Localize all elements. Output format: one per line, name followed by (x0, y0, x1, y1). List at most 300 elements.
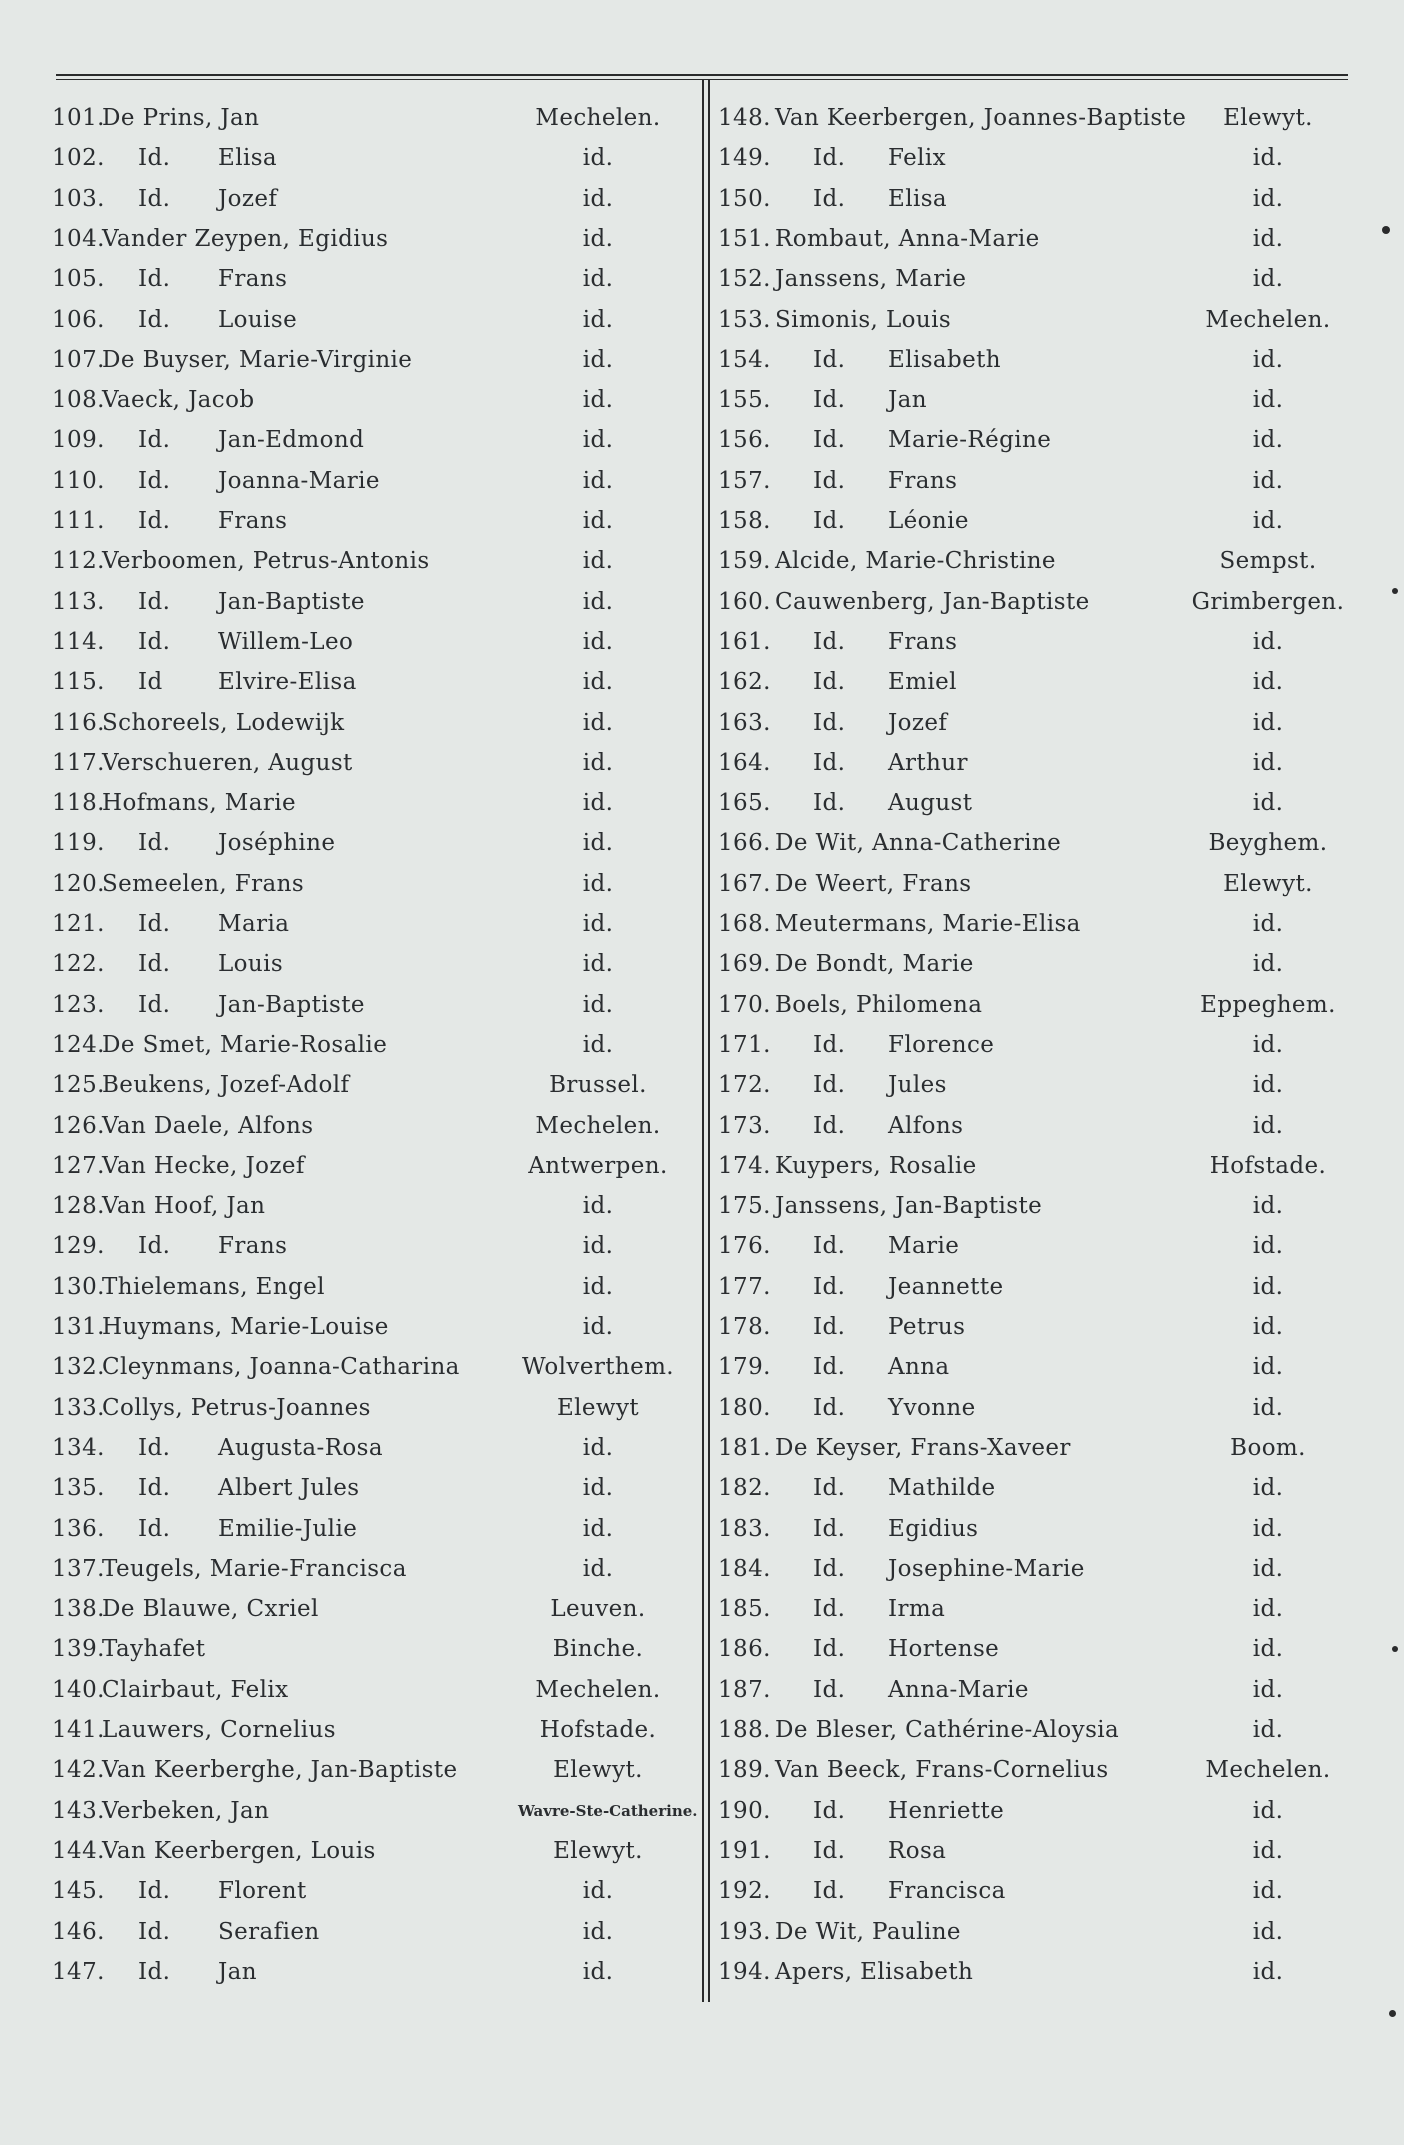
list-item (718, 946, 1356, 982)
column-divider-second (708, 80, 710, 2002)
entry-place: id. (582, 1434, 614, 1461)
list-item (718, 866, 1356, 902)
entry-given-name: Florent (218, 1878, 307, 1905)
entry-number: 141. (52, 1717, 105, 1743)
entry-given-name: Yvonne (888, 1394, 976, 1421)
entry-name: Id. (138, 1515, 171, 1542)
entry-place: Mechelen. (535, 1676, 661, 1703)
entry-name: Id. (138, 508, 171, 534)
entry-given-name: Joséphine (218, 830, 336, 857)
entry-place: id. (582, 508, 614, 534)
entry-number: 140. (52, 1676, 105, 1703)
entry-name: Van Daele, Alfons (102, 1112, 314, 1139)
entry-place: id. (582, 427, 614, 454)
list-item (48, 422, 684, 458)
entry-place: id. (582, 467, 614, 494)
list-item (718, 1309, 1356, 1345)
entry-place: Mechelen. (535, 105, 661, 131)
list-item (48, 1752, 684, 1788)
entry-number: 114. (52, 628, 105, 655)
entry-place: id. (1252, 1717, 1284, 1743)
list-item (718, 543, 1356, 579)
entry-place: id. (1252, 427, 1284, 454)
entry-number: 152. (718, 266, 771, 293)
list-item (718, 1752, 1356, 1788)
entry-number: 184. (718, 1555, 771, 1582)
list-item (718, 1188, 1356, 1224)
list-item (48, 1914, 684, 1950)
entry-number: 139. (52, 1636, 105, 1663)
entry-place: id. (582, 870, 614, 897)
entry-given-name: Henriette (888, 1797, 1005, 1824)
entry-name: Collys, Petrus-Joannes (102, 1394, 371, 1421)
entry-place: id. (1252, 1354, 1284, 1381)
list-item (718, 1269, 1356, 1305)
entry-number: 179. (718, 1354, 771, 1381)
entry-place: Mechelen. (535, 1112, 661, 1139)
entry-number: 174. (718, 1152, 771, 1179)
list-item (48, 785, 684, 821)
entry-number: 159. (718, 548, 771, 575)
entry-place: id. (1252, 1031, 1284, 1058)
entry-place: Mechelen. (1205, 306, 1331, 333)
entry-name: Id. (813, 467, 846, 494)
entry-name: De Bleser, Cathérine-Aloysia (775, 1717, 1120, 1743)
entry-place: id. (582, 951, 614, 978)
entry-given-name: Rosa (888, 1837, 947, 1864)
entry-number: 189. (718, 1757, 771, 1784)
entry-given-name: Elisabeth (888, 346, 1002, 373)
entry-place: id. (582, 1918, 614, 1945)
list-item (48, 1470, 684, 1506)
entry-place: id. (1252, 266, 1284, 293)
entry-number: 130. (52, 1273, 105, 1300)
entry-place: id. (582, 749, 614, 776)
entry-name: Meutermans, Marie-Elisa (775, 911, 1081, 937)
entry-given-name: Josephine-Marie (888, 1555, 1085, 1582)
entry-name: Id. (138, 1958, 171, 1985)
entry-given-name: Elisa (888, 185, 948, 212)
entry-place: id. (1252, 911, 1284, 937)
list-item (48, 1027, 684, 1063)
entry-number: 117. (52, 749, 105, 776)
entry-place: id. (582, 669, 614, 696)
list-item (718, 503, 1356, 539)
list-item (718, 1793, 1356, 1829)
entry-place: Binche. (552, 1636, 644, 1663)
entry-name: De Blauwe, Cxriel (102, 1596, 319, 1623)
entry-number: 124. (52, 1031, 105, 1058)
entry-given-name: Jan (218, 1958, 257, 1985)
entry-number: 157. (718, 467, 771, 494)
entry-place: id. (582, 1233, 614, 1260)
entry-name: Id. (138, 1475, 171, 1502)
list-item (48, 745, 684, 781)
top-rule (56, 74, 1348, 76)
list-item (48, 946, 684, 982)
entry-given-name: Serafien (218, 1918, 320, 1945)
entry-number: 162. (718, 669, 771, 696)
entry-name: Id. (813, 790, 846, 817)
entry-place: id. (582, 628, 614, 655)
entry-name: Van Beeck, Frans-Cornelius (775, 1757, 1109, 1784)
entry-place: id. (1252, 1273, 1284, 1300)
entry-place: Antwerpen. (528, 1152, 668, 1179)
entry-place: id. (1252, 185, 1284, 212)
entry-given-name: Louis (218, 951, 284, 978)
entry-given-name: Mathilde (888, 1475, 996, 1502)
entry-name: Id. (813, 1233, 846, 1260)
list-item (718, 1067, 1356, 1103)
list-item (48, 1309, 684, 1345)
list-item (718, 1914, 1356, 1950)
entry-name: Id. (813, 1394, 846, 1421)
list-item (718, 1349, 1356, 1385)
entry-name: Id. (813, 669, 846, 696)
entry-name: Alcide, Marie-Christine (775, 548, 1056, 575)
list-item (718, 1390, 1356, 1426)
entry-name: Id. (813, 1354, 846, 1381)
entry-number: 165. (718, 790, 771, 817)
entry-number: 190. (718, 1797, 771, 1824)
entry-number: 149. (718, 145, 771, 172)
entry-name: Id. (138, 185, 171, 212)
entry-number: 188. (718, 1717, 771, 1743)
entry-name: Id. (138, 1918, 171, 1945)
list-item (718, 1430, 1356, 1466)
entry-place: id. (1252, 1596, 1284, 1623)
list-item (718, 221, 1356, 257)
entry-given-name: Jules (888, 1072, 947, 1099)
entry-number: 176. (718, 1233, 771, 1260)
list-item (718, 1108, 1356, 1144)
entry-number: 180. (718, 1394, 771, 1421)
entry-number: 111. (52, 508, 105, 534)
entry-place: id. (582, 306, 614, 333)
list-item (718, 100, 1356, 136)
entry-place: id. (582, 1273, 614, 1300)
entry-number: 125. (52, 1072, 105, 1099)
entry-name: De Buyser, Marie-Virginie (102, 346, 413, 373)
entry-number: 147. (52, 1958, 105, 1985)
entry-place: Grimbergen. (1191, 588, 1345, 615)
entry-name: Id. (813, 1676, 846, 1703)
entry-place: id. (1252, 1878, 1284, 1905)
entry-number: 187. (718, 1676, 771, 1703)
entry-number: 143. (52, 1797, 105, 1824)
entry-number: 131. (52, 1314, 105, 1340)
entry-given-name: Frans (218, 266, 288, 293)
list-item (48, 1712, 684, 1748)
entry-place: id. (1252, 1515, 1284, 1542)
entry-place: id. (1252, 749, 1284, 776)
list-item (48, 906, 684, 942)
entry-name: Van Keerberghe, Jan-Baptiste (102, 1757, 458, 1784)
list-item (48, 1067, 684, 1103)
entry-number: 163. (718, 709, 771, 736)
entry-place: id. (582, 1193, 614, 1220)
entry-name: Id. (813, 1555, 846, 1582)
list-item (48, 1430, 684, 1466)
entry-number: 106. (52, 306, 105, 333)
entry-place: id. (1252, 1676, 1284, 1703)
entry-given-name: Jozef (218, 185, 278, 212)
entry-number: 102. (52, 145, 105, 172)
entry-place: id. (1252, 1193, 1284, 1220)
entry-number: 168. (718, 911, 771, 937)
entry-place: Elewyt (556, 1394, 640, 1421)
list-item (48, 1228, 684, 1264)
entry-place: Beyghem. (1208, 830, 1328, 857)
entry-place: id. (582, 991, 614, 1018)
entry-given-name: Florence (888, 1031, 995, 1058)
entry-given-name: Egidius (888, 1515, 979, 1542)
entry-place: Mechelen. (1205, 1757, 1331, 1784)
entry-number: 183. (718, 1515, 771, 1542)
entry-name: Apers, Elisabeth (775, 1958, 974, 1985)
entry-place: Leuven. (550, 1596, 646, 1623)
entry-number: 145. (52, 1878, 105, 1905)
list-item (718, 302, 1356, 338)
entry-number: 129. (52, 1233, 105, 1260)
list-item (48, 543, 684, 579)
entry-given-name: Louise (218, 306, 298, 333)
scan-speck (1382, 226, 1390, 234)
entry-name: Id. (813, 1475, 846, 1502)
entry-place: id. (582, 709, 614, 736)
entry-place: id. (1252, 709, 1284, 736)
entry-given-name: Jeannette (888, 1273, 1004, 1300)
entry-place: Hofstade. (539, 1717, 657, 1743)
entry-name: Id. (813, 1837, 846, 1864)
entry-name: Id. (138, 266, 171, 293)
entry-name: Van Keerbergen, Louis (102, 1837, 376, 1864)
list-item (48, 342, 684, 378)
entry-given-name: Anna-Marie (888, 1676, 1029, 1703)
entry-number: 146. (52, 1918, 105, 1945)
entry-number: 127. (52, 1152, 105, 1179)
list-item (48, 1148, 684, 1184)
entry-given-name: Elvire-Elisa (218, 669, 357, 696)
entry-given-name: Jan-Edmond (218, 427, 365, 454)
entry-number: 160. (718, 588, 771, 615)
entry-place: id. (1252, 1233, 1284, 1260)
entry-name: Cauwenberg, Jan-Baptiste (775, 588, 1090, 615)
entry-given-name: Jan-Baptiste (218, 588, 365, 615)
list-item (48, 1672, 684, 1708)
entry-name: Simonis, Louis (775, 306, 952, 333)
list-item (48, 624, 684, 660)
list-item (718, 825, 1356, 861)
entry-given-name: Frans (888, 467, 958, 494)
entry-given-name: Felix (888, 145, 946, 172)
entry-number: 175. (718, 1193, 771, 1220)
entry-place: id. (582, 145, 614, 172)
entry-number: 154. (718, 346, 771, 373)
entry-number: 119. (52, 830, 105, 857)
entry-given-name: Frans (218, 1233, 288, 1260)
entry-name: Semeelen, Frans (102, 870, 305, 897)
entry-place: Elewyt. (1223, 105, 1313, 131)
entry-name: Id. (813, 1273, 846, 1300)
entry-given-name: Arthur (888, 749, 968, 776)
scan-speck (1389, 2010, 1396, 2017)
list-item (48, 705, 684, 741)
entry-number: 150. (718, 185, 771, 212)
entry-number: 155. (718, 387, 771, 414)
list-item (48, 382, 684, 418)
entry-number: 107. (52, 346, 105, 373)
list-item (48, 1349, 684, 1385)
entry-number: 158. (718, 508, 771, 534)
entry-given-name: Elisa (218, 145, 278, 172)
entry-number: 128. (52, 1193, 105, 1220)
entry-place: id. (582, 1515, 614, 1542)
entry-place: Hofstade. (1209, 1152, 1327, 1179)
list-item (48, 1954, 684, 1990)
entry-place: id. (1252, 628, 1284, 655)
entry-place: id. (582, 185, 614, 212)
entry-given-name: Albert Jules (218, 1475, 360, 1502)
entry-place: id. (1252, 225, 1284, 252)
entry-name: Id. (138, 991, 171, 1018)
entry-name: Hofmans, Marie (102, 790, 297, 817)
list-item (48, 1390, 684, 1426)
entry-name: De Smet, Marie-Rosalie (102, 1031, 388, 1058)
entry-place: Wolverthem. (521, 1354, 675, 1381)
entry-number: 137. (52, 1555, 105, 1582)
entry-name: Id. (138, 1434, 171, 1461)
entry-name: Id. (138, 467, 171, 494)
entry-given-name: Maria (218, 911, 290, 937)
entry-name: De Keyser, Frans-Xaveer (775, 1434, 1071, 1461)
entry-name: Id. (813, 1515, 846, 1542)
entry-number: 178. (718, 1314, 771, 1340)
entry-place: id. (1252, 1555, 1284, 1582)
entry-number: 153. (718, 306, 771, 333)
entry-place: id. (1252, 508, 1284, 534)
entry-place: Elewyt. (553, 1757, 643, 1784)
left-column (48, 100, 698, 1985)
entry-name: Id. (813, 346, 846, 373)
entry-name: Id. (813, 1072, 846, 1099)
list-item (718, 1672, 1356, 1708)
entry-place: id. (1252, 951, 1284, 978)
entry-name: Vander Zeypen, Egidius (102, 225, 389, 252)
entry-name: Id. (813, 1797, 846, 1824)
entry-number: 161. (718, 628, 771, 655)
entry-place: Brussel. (549, 1072, 647, 1099)
entry-number: 112. (52, 548, 105, 575)
list-item (48, 987, 684, 1023)
entry-place: id. (1252, 1918, 1284, 1945)
entry-given-name: Alfons (888, 1112, 964, 1139)
list-item (718, 1511, 1356, 1547)
list-item (718, 584, 1356, 620)
entry-number: 170. (718, 991, 771, 1018)
entry-name: Id. (813, 387, 846, 414)
right-column (718, 100, 1356, 1985)
entry-number: 121. (52, 911, 105, 937)
entry-name: Id. (813, 1878, 846, 1905)
entry-name: Id. (813, 1596, 846, 1623)
list-item (48, 1511, 684, 1547)
entry-number: 142. (52, 1757, 105, 1784)
entry-given-name: Jan-Baptiste (218, 991, 365, 1018)
entry-name: De Bondt, Marie (775, 951, 974, 978)
entry-number: 108. (52, 387, 105, 414)
entry-name: Janssens, Jan-Baptiste (775, 1193, 1043, 1220)
list-item (718, 261, 1356, 297)
entry-number: 171. (718, 1031, 771, 1058)
entry-given-name: Willem-Leo (218, 628, 354, 655)
entry-name: De Prins, Jan (102, 105, 260, 131)
entry-number: 156. (718, 427, 771, 454)
entry-place: Sempst. (1219, 548, 1317, 575)
entry-name: Id. (138, 306, 171, 333)
entry-name: Id. (138, 427, 171, 454)
entry-place: id. (582, 588, 614, 615)
column-divider (702, 80, 704, 2002)
entry-name: Id. (813, 427, 846, 454)
entry-name: Id. (813, 1112, 846, 1139)
entry-name: Vaeck, Jacob (102, 387, 255, 414)
entry-number: 133. (52, 1394, 105, 1421)
entry-number: 105. (52, 266, 105, 293)
entry-place: id. (582, 1314, 614, 1340)
list-item (718, 1591, 1356, 1627)
list-item (718, 1148, 1356, 1184)
entry-number: 101. (52, 105, 105, 131)
entry-place: Eppeghem. (1200, 991, 1336, 1018)
entry-name: Id. (813, 709, 846, 736)
list-item (718, 785, 1356, 821)
entry-number: 182. (718, 1475, 771, 1502)
entry-given-name: Marie (888, 1233, 960, 1260)
entry-place: Elewyt. (553, 1837, 643, 1864)
entry-number: 185. (718, 1596, 771, 1623)
list-item (718, 705, 1356, 741)
entry-given-name: Emiel (888, 669, 957, 696)
list-item (718, 1631, 1356, 1667)
list-item (48, 1551, 684, 1587)
entry-place: id. (1252, 1314, 1284, 1340)
entry-name: De Wit, Anna-Catherine (775, 830, 1062, 857)
entry-place: id. (1252, 1475, 1284, 1502)
entry-place: id. (582, 266, 614, 293)
entry-number: 177. (718, 1273, 771, 1300)
entry-place: id. (1252, 669, 1284, 696)
entry-number: 132. (52, 1354, 105, 1381)
entry-given-name: Petrus (888, 1314, 966, 1340)
entry-place: id. (1252, 145, 1284, 172)
entry-given-name: Anna (888, 1354, 950, 1381)
entry-name: Cleynmans, Joanna-Catharina (102, 1354, 460, 1381)
list-item (48, 181, 684, 217)
entry-name: Teugels, Marie-Francisca (102, 1555, 407, 1582)
entry-given-name: Irma (888, 1596, 946, 1623)
list-item (718, 463, 1356, 499)
entry-number: 151. (718, 225, 771, 252)
entry-place: id. (1252, 1394, 1284, 1421)
entry-name: Id. (813, 1031, 846, 1058)
entry-name: Lauwers, Cornelius (102, 1717, 336, 1743)
entry-name: Rombaut, Anna-Marie (775, 225, 1040, 252)
list-item (718, 906, 1356, 942)
list-item (48, 1873, 684, 1909)
entry-place: id. (582, 548, 614, 575)
list-item (718, 1833, 1356, 1869)
